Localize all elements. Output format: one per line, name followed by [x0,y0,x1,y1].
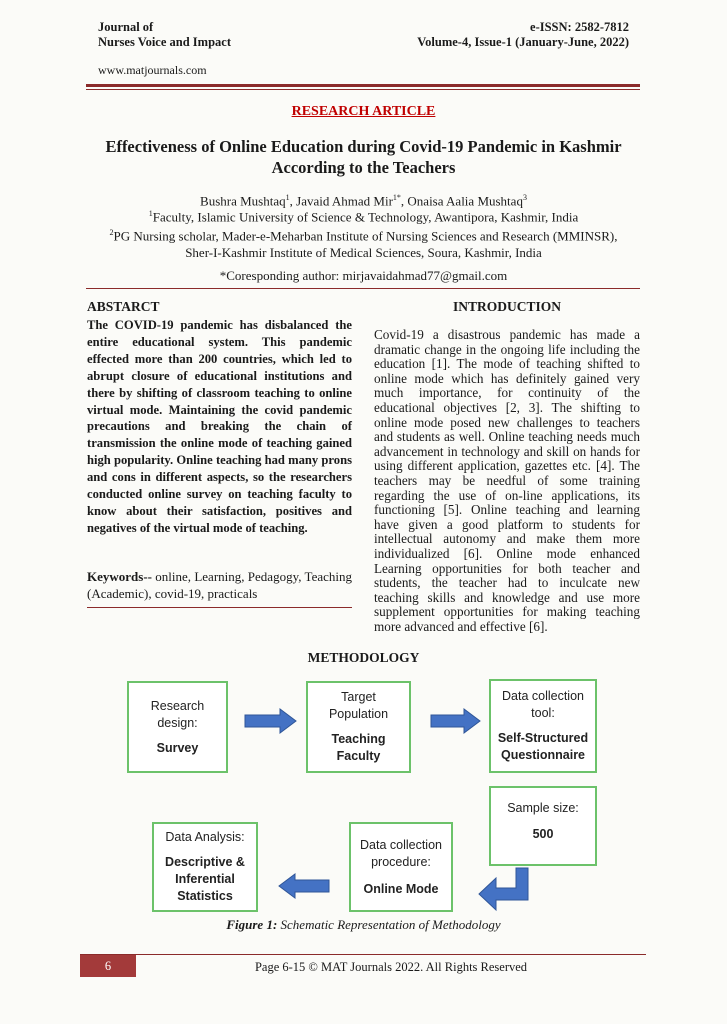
volume: Volume-4, Issue-1 (January-June, 2022) [417,35,629,49]
article-title: Effectiveness of Online Education during Covid-19 Pandemic in Kashmir According to the Teachers [105,137,622,177]
data-collection-procedure-box: Data collection procedure: Online Mode [349,822,453,912]
methodology-heading: METHODOLOGY [307,650,420,665]
introduction-text: Covid-19 a disastrous pandemic has made a dramatic change in the ongoing life including the education [1]. The mode of teaching shifted to online mode which has definitely gained very much importance, for continuity of the educational objectives [2, 3]. The shifting to online mode posed new challenges to teachers and students as well. Online teaching needs much advancement in technology and skill on hands for using different application, gazettes etc. [4]. The teachers may be needful of some training regarding the use of on-line applications, its functioning [5]. Online teaching and learning have given a good platform to students for intellectual autonomy and make them more individualized [6]. Online mode enhanced Learning opportunities for both teacher and students, the teacher had to inculcate new teaching skills and knowledge and use more supplement opportunities for making teaching more advanced and effective [6]. [374,327,640,634]
abstract-heading: ABSTARCT [87,299,160,314]
page-number: 6 [80,955,136,977]
data-analysis-box: Data Analysis: Descriptive & Inferential Statistics [152,822,258,912]
figure-caption: Figure 1: Schematic Representation of Methodology [226,917,501,932]
affiliation-2: $^2$PG Nursing scholar, Mader-e-Meharban Institute of Nursing Sciences and Research (MMINSR), [109,228,618,244]
data-collection-tool-box: Data collection tool: Self-Structured Questionnaire [489,679,597,773]
footer-rule [80,954,646,955]
target-population-box: Target Population Teaching Faculty [306,681,411,773]
affiliation-2-cont: Sher-I-Kashmir Institute of Medical Sciences, Soura, Kashmir, India [185,244,542,260]
sample-size-box: Sample size: 500 [489,786,597,866]
affiliation-1: $^1$Faculty, Islamic University of Science & Technology, Awantipora, Kashmir, India [148,209,579,225]
corresponding-author[interactable]: *Coresponding author: mirjavaidahmad77@gmail.com [219,268,508,283]
right-arrow-icon [245,709,296,733]
footer-copyright: Page 6-15 © MAT Journals 2022. All Rights Reserved [254,960,528,974]
keywords-label: Keywords-- [87,569,152,584]
website-link[interactable]: www.matjournals.com [98,63,207,77]
right-arrow-icon [431,709,480,733]
issn: e-ISSN: 2582-7812 [530,20,629,34]
abstract-text: The COVID-19 pandemic has disbalanced the entire educational system. This pandemic effected more than 200 countries, which led to abrupt closure of educational institutions and there by shifting of classroom teaching to online virtual mode. Maintaining the covid pandemic precautions and breaking the chain of transmission the online mode of teaching gained high popularity. Online teaching had many prons and cons in different aspects, so the researchers conducted online survey on teaching faculty to know about their satisfaction, positives and negatives of the virtual mode of teaching. [87,318,352,535]
left-arrow-icon [279,874,329,898]
journal-name: Journal of Nurses Voice and Impact [98,20,231,49]
author-3: , Onaisa Aalia Mushtaq [400,193,523,209]
author-list: Bushra Mushtaq$^1$, Javaid Ahmad Mir$^{1*}$, Onaisa Aalia Mushtaq$^3$ [200,193,527,209]
article-type-label: RESEARCH ARTICLE [291,104,436,119]
author-1: Bushra Mushtaq [200,193,286,209]
author-2: , Javaid Ahmad Mir [289,193,393,209]
keywords: Keywords-- online, Learning, Pedagogy, Teaching (Academic), covid-19, practicals [87,569,352,601]
introduction-heading: INTRODUCTION [452,299,561,314]
down-left-arrow-icon [479,868,528,910]
research-design-box: Research design: Survey [127,681,228,773]
